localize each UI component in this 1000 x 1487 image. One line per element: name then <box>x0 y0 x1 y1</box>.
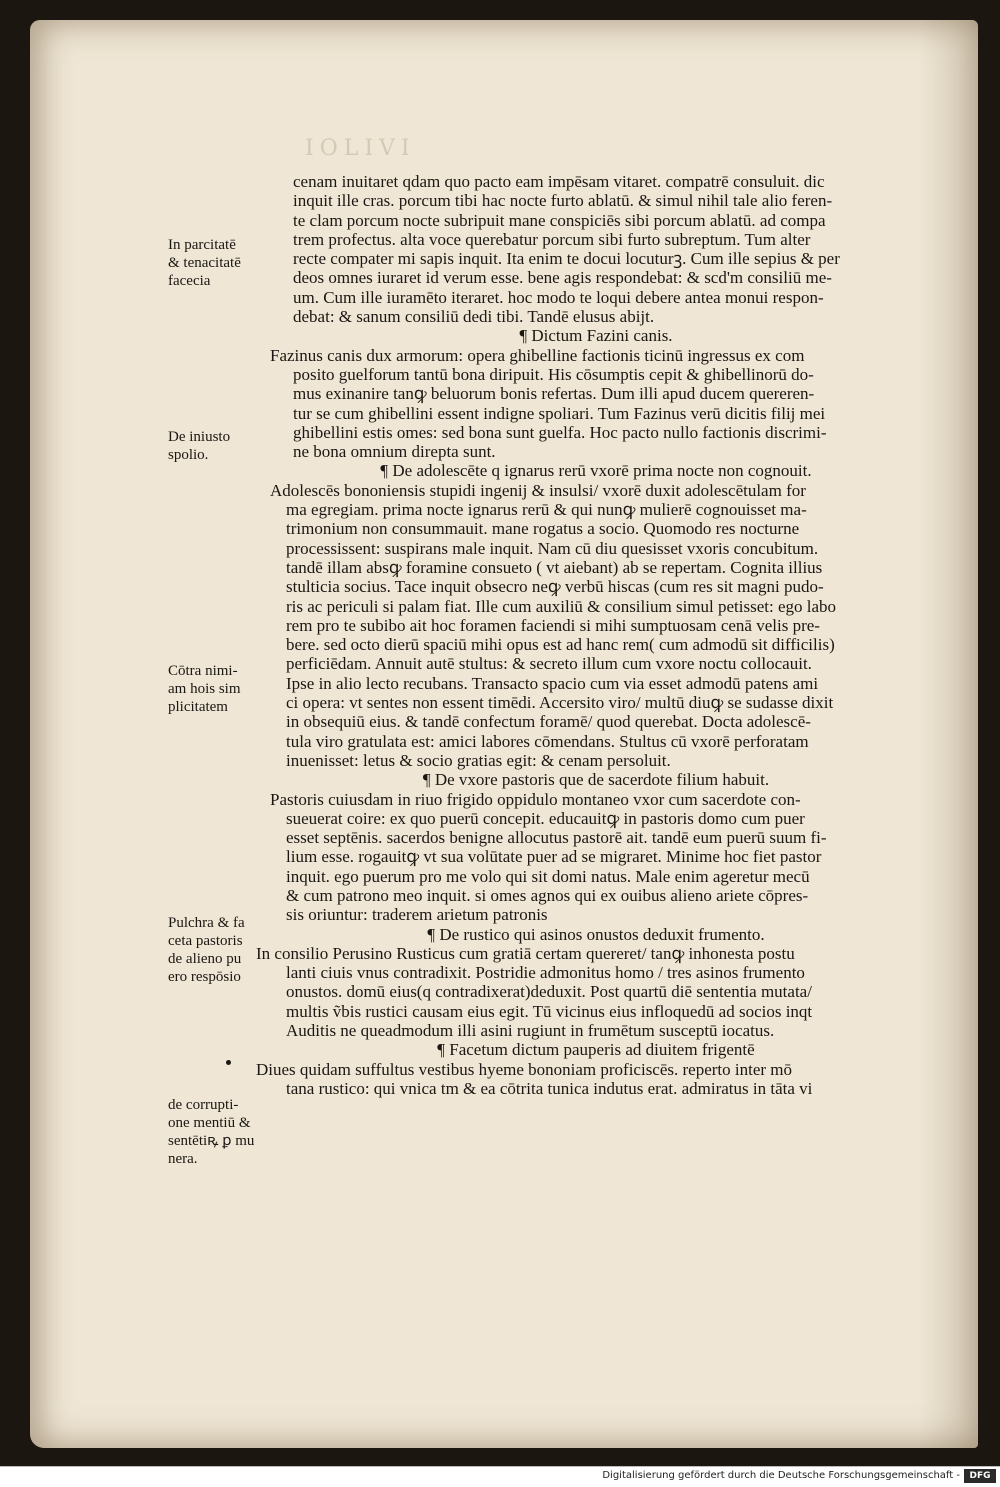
section-heading: ¶ De vxore pastoris que de sacerdote filium habuit. <box>422 770 770 790</box>
text-line: rem pro te subibo ait hoc foramen faciendi si mihi sumptuosam cenā velis pre- <box>286 615 820 635</box>
dfg-logo-icon: DFG <box>964 1469 996 1483</box>
marginal-note-line: spolio. <box>168 447 209 463</box>
funding-credit: Digitalisierung gefördert durch die Deutsche Forschungsgemeinschaft - <box>602 1470 960 1481</box>
section-heading: ¶ De adolescēte q ignarus rerū vxorē prima nocte non cognouit. <box>380 461 812 481</box>
marginal-note-line: de alieno pu <box>168 951 242 967</box>
marginal-note-line: In parcitatē <box>168 237 236 253</box>
text-line: bere. sed octo dierū spaciū mihi opus est ad hanc rem( cum admodū sit difficilis) <box>286 635 835 655</box>
marginal-note-line: facecia <box>168 273 211 289</box>
text-line: esset septēnis. sacerdos benigne allocutus pastorē ait. tandē eum puerū suum fi- <box>286 828 827 848</box>
text-line: debat: & sanum consiliū dedi tibi. Tandē elusus abijt. <box>293 307 655 327</box>
text-line: tula viro gratulata est: amici labores cōmendans. Stultus cū vxorē perforatam <box>286 731 809 751</box>
text-line: processissent: suspirans male inquit. Nam cū diu quesisset vxoris concubitum. <box>286 538 819 558</box>
text-line: perficiēdam. Annuit autē stultus: & secreto illum cum vxore noctu collocauit. <box>286 654 812 674</box>
text-line: um. Cum ille iuramēto iteraret. hoc modo te loqui debere antea monui respon- <box>293 287 824 307</box>
text-line: sueuerat coire: ex quo puerū concepit. educauitꝙ in pastoris domo cum puer <box>286 808 805 828</box>
marginal-note-line: nera. <box>168 1151 198 1167</box>
marginal-note <box>168 662 263 716</box>
section-heading: ¶ Facetum dictum pauperis ad diuitem frigentē <box>437 1040 755 1060</box>
marginal-note-line: one mentiū & <box>168 1115 251 1131</box>
marginal-note <box>168 1096 263 1168</box>
text-line: ris ac periculi si palam fiat. Ille cum auxiliū & consilium simul petisset: ego labo <box>286 596 837 616</box>
text-line: trem profectus. alta voce querebatur porcum sibi furto subreptum. Tum alter <box>293 229 811 249</box>
text-line: te clam porcum nocte subripuit mane conspiciēs sibi porcum ablatū. ad compa <box>293 210 826 230</box>
marginal-note-line: De iniusto <box>168 429 231 445</box>
text-line: inquit. ego puerum pro me volo qui sit domi natus. Male enim ageretur mecū <box>286 866 810 886</box>
text-line: & cum patrono meo inquit. si omes agnos qui ex ouibus alieno ariete cōpres- <box>286 885 809 905</box>
text-line: tur se cum ghibellini essent indigne spoliari. Tum Fazinus verū dicitis filij mei <box>293 403 826 423</box>
marginal-note <box>168 236 263 290</box>
text-line: inquit ille cras. porcum tibi hac nocte furto ablatū. & simul nihil tale alio feren- <box>293 191 833 211</box>
text-line: Pastoris cuiusdam in riuo frigido oppidulo montaneo vxor cum sacerdote con- <box>270 789 801 809</box>
text-line: deos omnes iuraret id verum esse. bene agis respondebat: & scd'm consiliū me- <box>293 268 832 288</box>
marginal-note <box>168 914 263 986</box>
text-line: trimonium non consummauit. mane rogatus a socio. Quomodo res nocturne <box>286 519 800 539</box>
marginal-note-line: Cōtra nimi- <box>168 663 238 679</box>
marginal-note-line: sentētiꝶ ꝑ mu <box>168 1133 255 1149</box>
text-line: lium esse. rogauitꝙ vt sua volūtate puer ad se migraret. Minime hoc fiet pastor <box>286 847 822 867</box>
text-line: In consilio Perusino Rusticus cum gratiā certam quereret/ tanꝙ inhonesta postu <box>256 943 795 963</box>
text-line: recte compater mi sapis inquit. Ita enim te docui locuturꝫ. Cum ille sepius & per <box>293 249 840 269</box>
text-line: Auditis ne queadmodum illi asini rugiunt in frumētum susceptū iocatus. <box>286 1021 775 1041</box>
text-line: mus exinanire tanꝙ beluorum bonis refertas. Dum illi apud ducem quereren- <box>293 384 815 404</box>
text-line: stulticia socius. Tace inquit obsecro neꝙ verbū hiscas (cum res sit magni pudo- <box>286 577 824 597</box>
text-line: Diues quidam suffultus vestibus hyeme bononiam proficiscēs. reperto inter mō <box>256 1059 793 1079</box>
marginal-note-line: plicitatem <box>168 699 228 715</box>
text-line: in obsequiū eius. & tandē confectum foramē/ quod querebat. Docta adolescē- <box>286 712 811 732</box>
bullet-mark <box>226 1060 231 1065</box>
text-line: ma egregiam. prima nocte ignarus rerū & qui nunꝙ mulierē cognouisset ma- <box>286 500 807 520</box>
funding-footer <box>0 1466 1000 1487</box>
marginal-note-line: ero respōsio <box>168 969 241 985</box>
text-line: inuenisset: letus & socio gratias egit: & cenam persoluit. <box>286 750 671 770</box>
section-heading: ¶ Dictum Fazini canis. <box>519 326 673 346</box>
text-line: ne bona omnium direpta sunt. <box>293 442 496 462</box>
marginal-note-line: & tenacitatē <box>168 255 241 271</box>
marginal-note-line: de corrupti- <box>168 1097 239 1113</box>
text-line: sis oriuntur: traderem arietum patronis <box>286 905 548 925</box>
marginal-note-line: ceta pastoris <box>168 933 243 949</box>
text-line: ci opera: vt sentes non essent timēdi. Accersito viro/ multū diuꝙ se sudasse dixit <box>286 693 834 713</box>
text-line: tandē illam absꝙ foramine consueto ( vt aiebant) ab se repertam. Cognita illius <box>286 557 823 577</box>
text-line: posito guelforum tantū bona diripuit. His cōsumptis cepit & ghibellinorū do- <box>293 364 814 384</box>
text-line: cenam inuitaret qdam quo pacto eam impēsam vitaret. compatrē consuluit. dic <box>293 172 825 191</box>
marginal-note-line: Pulchra & fa <box>168 915 245 931</box>
text-line: Adolescēs bononiensis stupidi ingenij & insulsi/ vxorē duxit adolescētulam for <box>270 480 806 500</box>
text-line: tana rustico: qui vnica tm & ea cōtrita tunica indutus erat. admiratus in tāta vi <box>286 1078 813 1098</box>
marginal-note-line: am hois sim <box>168 681 241 697</box>
text-line: multis ṽbis rustici causam eius egit. Tū vicinus eius infloquedū ad socios inqt <box>286 1001 813 1021</box>
text-line: lanti ciuis vnus contradixit. Postridie admonitus homo / tres asinos frumento <box>286 963 805 983</box>
text-line: ghibellini estis omes: sed bona sunt guelfa. Hoc pacto nullo factionis discrimi- <box>293 422 827 442</box>
body-text <box>256 172 936 1098</box>
text-line: Fazinus canis dux armorum: opera ghibelline factionis ticinū ingressus ex com <box>270 345 805 365</box>
text-line: Ipse in alio lecto recubans. Transacto spacio cum via esset admodū patens ami <box>286 673 819 693</box>
text-line: onustos. domū eius(q contradixerat)deduxit. Post quartū diē sententia mutata/ <box>286 982 812 1002</box>
section-heading: ¶ De rustico qui asinos onustos deduxit frumento. <box>427 924 765 944</box>
marginal-note <box>168 428 263 464</box>
running-head: IOLIVI <box>305 136 416 161</box>
